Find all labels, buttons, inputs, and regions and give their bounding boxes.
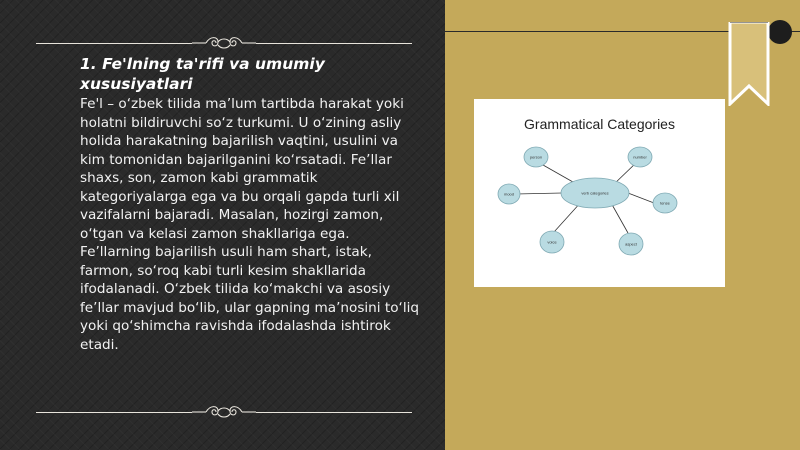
grammatical-categories-image (474, 99, 725, 287)
ornament-line (36, 43, 192, 44)
slide-title: 1. Fe'lning ta'rifi va umumiy xususiyatlari (80, 55, 325, 93)
diagram-node-label: voice (547, 239, 557, 245)
diagram-node-label: mood (503, 191, 515, 197)
diagram-node-label: person (529, 154, 543, 160)
ornament-line (256, 43, 412, 44)
corner-circle-decoration (768, 20, 792, 44)
ornament-line (36, 412, 192, 413)
diagram-title: Grammatical Categories (524, 116, 675, 132)
flourish-ornament-icon (192, 402, 256, 422)
diagram-node-label: number (633, 154, 647, 160)
diagram-node-label: aspect (625, 241, 637, 247)
diagram-center-label: verb categories (581, 190, 609, 196)
flourish-ornament-icon (192, 33, 256, 53)
diagram-node-label: tense (660, 200, 670, 206)
bookmark-ribbon-icon (727, 22, 771, 106)
ornament-line (256, 412, 412, 413)
slide-body-text: Fe'l – o‘zbek tilida ma’lum tartibda harakat yoki holatni bildiruvchi so‘z turkumi. U o‘zining asliy holida harakatning bajarilish vaqtini, usulini va kim tomonidan bajarilganini ko‘rsatadi. Fe’llar shaxs, son, zamon kabi grammatik kategoriyalarga ega va bu orqali gapda turli xil vazifalarni bajaradi. Masalan, hozirgi zamon, o‘tgan va kelasi zamon shakllariga ega. Fe’llarning bajarilish usuli ham shart, istak, farmon, so‘roq kabi turli kesim shakllarida ifodalanadi. O‘zbek tilida ko‘makchi va asosiy fe’llar mavjud bo‘lib, ular gapning ma’nosini to‘liq yoki qo‘shimcha ravishda ifodalashda ishtirok etadi. (80, 96, 420, 353)
